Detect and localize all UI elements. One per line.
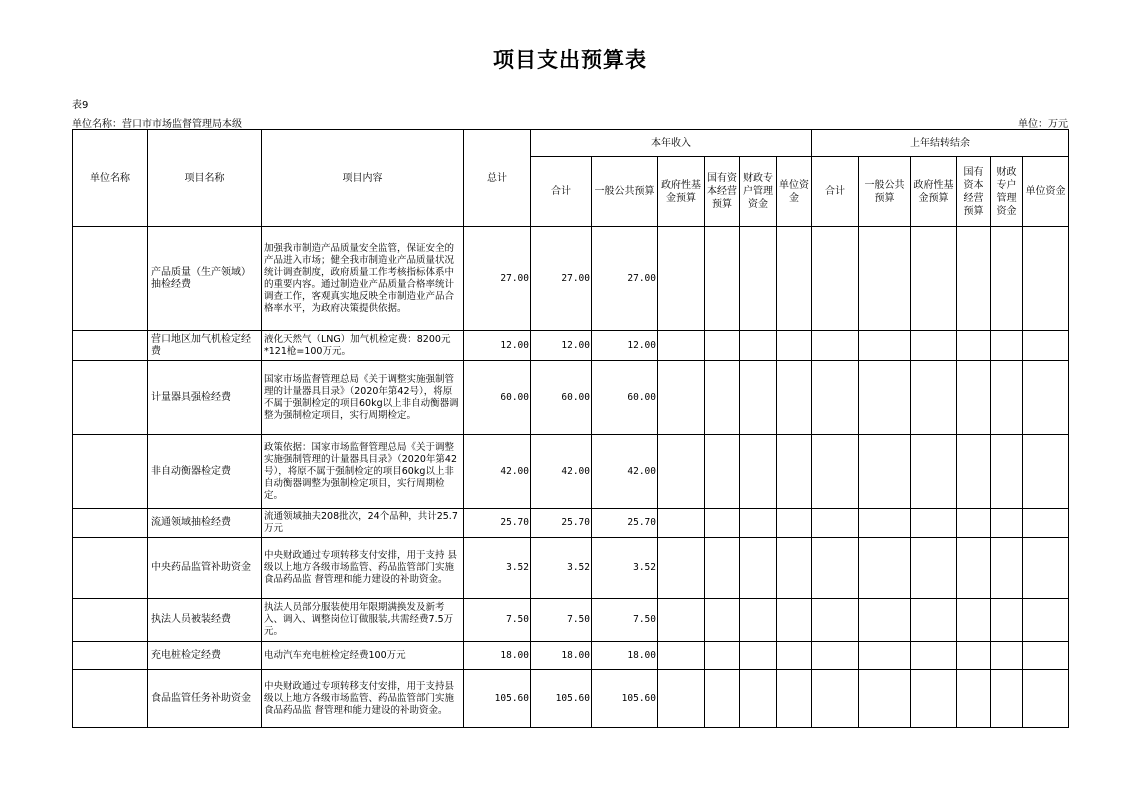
- cell-subtotal: 12.00: [531, 331, 592, 361]
- table-row: [73, 435, 1069, 509]
- cell-project-name: 流通领域抽检经费: [148, 509, 262, 538]
- header-carry-subtotal: 合计: [812, 157, 859, 227]
- header-carry-unit-fund: 单位资金: [1023, 157, 1069, 227]
- header-project-content: 项目内容: [262, 130, 464, 227]
- cell-general-budget: 60.00: [592, 361, 658, 435]
- cell-total: 3.52: [464, 538, 531, 599]
- cell-unit: [73, 642, 148, 670]
- table-row: [73, 361, 1069, 435]
- unit-label: 单位：万元: [1018, 119, 1068, 130]
- cell-general-budget: 27.00: [592, 227, 658, 331]
- header-state-capital: 国有资本经营预算: [705, 157, 740, 227]
- cell-total: 60.00: [464, 361, 531, 435]
- cell-unit: [73, 227, 148, 331]
- cell-total: 12.00: [464, 331, 531, 361]
- cell-general-budget: 25.70: [592, 509, 658, 538]
- cell-project-name: 充电桩检定经费: [148, 642, 262, 670]
- cell-subtotal: 60.00: [531, 361, 592, 435]
- header-carryover: 上年结转结余: [812, 130, 1069, 157]
- table-number: 表9: [72, 100, 89, 111]
- cell-project-name: 计量器具强检经费: [148, 361, 262, 435]
- header-project-name: 项目名称: [148, 130, 262, 227]
- table-row: [73, 670, 1069, 728]
- cell-project-content: 国家市场监督管理总局《关于调整实施强制管理的计量器具目录》（2020年第42号），将原不属于强制检定的项目60kg以上非自动衡器调整为强制检定项目，实行周期检定。: [262, 361, 464, 435]
- cell-project-name: 非自动衡器检定费: [148, 435, 262, 509]
- budget-table: [72, 129, 1069, 728]
- cell-subtotal: 3.52: [531, 538, 592, 599]
- cell-general-budget: 3.52: [592, 538, 658, 599]
- cell-general-budget: 42.00: [592, 435, 658, 509]
- cell-subtotal: 7.50: [531, 599, 592, 642]
- cell-subtotal: 42.00: [531, 435, 592, 509]
- cell-general-budget: 105.60: [592, 670, 658, 728]
- table-row: [73, 538, 1069, 599]
- cell-project-name: 中央药品监管补助资金: [148, 538, 262, 599]
- cell-project-content: 液化天然气（LNG）加气机检定费：8200元*121枪=100万元。: [262, 331, 464, 361]
- table-row: [73, 509, 1069, 538]
- header-gov-fund: 政府性基金预算: [658, 157, 705, 227]
- cell-project-content: 中央财政通过专项转移支付安排，用于支持县级以上地方各级市场监管、药品监管部门实施食品药品监 督管理和能力建设的补助资金。: [262, 670, 464, 728]
- cell-unit: [73, 361, 148, 435]
- header-fiscal-account: 财政专户管理资金: [740, 157, 777, 227]
- cell-project-content: 中央财政通过专项转移支付安排，用于支持 县级以上地方各级市场监管、药品监管部门实施食品药品监 督管理和能力建设的补助资金。: [262, 538, 464, 599]
- cell-project-name: 产品质量（生产领域）抽检经费: [148, 227, 262, 331]
- cell-subtotal: 18.00: [531, 642, 592, 670]
- table-row: [73, 599, 1069, 642]
- header-total: 总计: [464, 130, 531, 227]
- header-carry-fiscal-account: 财政专户管理资金: [991, 157, 1023, 227]
- cell-general-budget: 18.00: [592, 642, 658, 670]
- cell-project-content: 加强我市制造产品质量安全监管，保证安全的产品进入市场；健全我市制造业产品质量状况统计调查制度，政府质量工作考核指标体系中的重要内容。通过制造业产品质量合格率统计调查工作，客观真实地反映全市制造业产品合格率水平，为政府决策提供依据。: [262, 227, 464, 331]
- cell-total: 25.70: [464, 509, 531, 538]
- cell-unit: [73, 670, 148, 728]
- header-carry-state-capital: 国有资本经营预算: [957, 157, 991, 227]
- cell-total: 27.00: [464, 227, 531, 331]
- page-title: 项目支出预算表: [493, 47, 647, 72]
- header-carry-general-budget: 一般公共预算: [859, 157, 911, 227]
- cell-subtotal: 25.70: [531, 509, 592, 538]
- header-general-budget: 一般公共预算: [592, 157, 658, 227]
- cell-total: 7.50: [464, 599, 531, 642]
- cell-general-budget: 7.50: [592, 599, 658, 642]
- cell-unit: [73, 435, 148, 509]
- header-subtotal: 合计: [531, 157, 592, 227]
- cell-unit: [73, 538, 148, 599]
- header-carry-gov-fund: 政府性基金预算: [911, 157, 957, 227]
- table-row: [73, 331, 1069, 361]
- cell-project-content: 执法人员部分服装使用年限期满换发及新考入、调入、调整岗位订做服装,共需经费7.5万元。: [262, 599, 464, 642]
- cell-subtotal: 105.60: [531, 670, 592, 728]
- unit-name-label: 单位名称：营口市市场监督管理局本级: [72, 119, 242, 130]
- cell-unit: [73, 509, 148, 538]
- cell-total: 18.00: [464, 642, 531, 670]
- cell-project-name: 执法人员被装经费: [148, 599, 262, 642]
- cell-total: 42.00: [464, 435, 531, 509]
- cell-project-content: 流通领域抽夫208批次，24个品种，共计25.7万元: [262, 509, 464, 538]
- cell-project-content: 政策依据：国家市场监督管理总局《关于调整实施强制管理的计量器具目录》（2020年第42号），将原不属于强制检定的项目60kg以上非自动衡器调整为强制检定项目，实行周期检定。: [262, 435, 464, 509]
- cell-project-content: 电动汽车充电桩检定经费100万元: [262, 642, 464, 670]
- cell-subtotal: 27.00: [531, 227, 592, 331]
- cell-general-budget: 12.00: [592, 331, 658, 361]
- cell-project-name: 食品监管任务补助资金: [148, 670, 262, 728]
- table-row: [73, 227, 1069, 331]
- header-current-income: 本年收入: [531, 130, 812, 157]
- header-unit-fund: 单位资金: [777, 157, 812, 227]
- cell-unit: [73, 599, 148, 642]
- header-unit-name: 单位名称: [73, 130, 148, 227]
- cell-total: 105.60: [464, 670, 531, 728]
- cell-project-name: 营口地区加气机检定经费: [148, 331, 262, 361]
- table-row: [73, 642, 1069, 670]
- cell-unit: [73, 331, 148, 361]
